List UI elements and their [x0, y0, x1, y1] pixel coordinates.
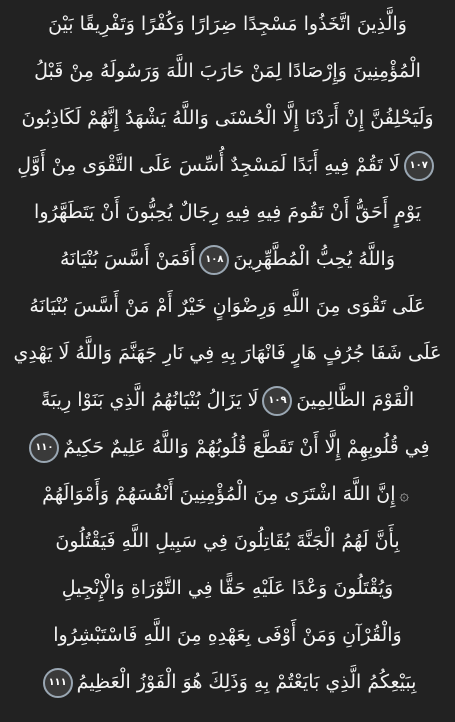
line-text-after: أَفَمَنْ أَسَّسَ بُنْيَانَهُ — [60, 248, 196, 270]
text-line — [8, 425, 447, 470]
line-text: وَلَيَحْلِفُنَّ إِنْ أَرَدْنَا إِلَّا الْحُسْنَى وَاللَّهُ يَشْهَدُ إِنَّهُمْ لَكَاذِبُونَ — [21, 107, 434, 129]
ayah-number-marker: ١٠٨ — [199, 245, 229, 275]
text-line — [8, 96, 447, 141]
line-text: يَوْمٍ أَحَقُّ أَنْ تَقُومَ فِيهِ فِيهِ رِجَالٌ يُحِبُّونَ أَنْ يَتَطَهَّرُوا — [34, 201, 421, 223]
line-text: بِأَنَّ لَهُمُ الْجَنَّةَ يُقَاتِلُونَ فِي سَبِيلِ اللَّهِ فَيَقْتُلُونَ — [55, 530, 400, 552]
text-line — [8, 49, 447, 94]
line-text: وَالَّذِينَ اتَّخَذُوا مَسْجِدًا ضِرَارًا وَكُفْرًا وَتَفْرِيقًا بَيْنَ — [48, 13, 407, 35]
line-text: فِي قُلُوبِهِمْ إِلَّا أَنْ تَقَطَّعَ قُلُوبُهُمْ وَاللَّهُ عَلِيمٌ حَكِيمٌ — [63, 436, 430, 458]
text-line — [8, 331, 447, 376]
line-text: عَلَى تَقْوَى مِنَ اللَّهِ وَرِضْوَانٍ خَيْرٌ أَمْ مَنْ أَسَّسَ بُنْيَانَهُ — [29, 295, 426, 317]
text-line — [8, 237, 447, 282]
text-line — [8, 660, 447, 705]
line-text: الْقَوْمَ الظَّالِمِينَ — [296, 389, 415, 411]
line-text: الْمُؤْمِنِينَ وَإِرْصَادًا لِمَنْ حَارَبَ اللَّهَ وَرَسُولَهُ مِنْ قَبْلُ — [34, 60, 421, 82]
line-text: وَاللَّهُ يُحِبُّ الْمُطَّهِّرِينَ — [233, 248, 395, 270]
line-text: وَالْقُرْآنِ وَمَنْ أَوْفَى بِعَهْدِهِ مِنَ اللَّهِ فَاسْتَبْشِرُوا — [53, 624, 402, 646]
line-text: عَلَى شَفَا جُرُفٍ هَارٍ فَانْهَارَ بِهِ فِي نَارِ جَهَنَّمَ وَاللَّهُ لَا يَهْدِي — [13, 342, 442, 364]
line-text: لَا تَقُمْ فِيهِ أَبَدًا لَمَسْجِدٌ أُسِّسَ عَلَى التَّقْوَى مِنْ أَوَّلِ — [17, 154, 400, 176]
text-line — [8, 472, 447, 517]
text-line — [8, 190, 447, 235]
line-text: إِنَّ اللَّهَ اشْتَرَى مِنَ الْمُؤْمِنِينَ أَنْفُسَهُمْ وَأَمْوَالَهُمْ — [42, 483, 396, 505]
ayah-number-marker: ١١٠ — [29, 433, 59, 463]
text-line — [8, 143, 447, 188]
line-text: بِبَيْعِكُمُ الَّذِي بَايَعْتُمْ بِهِ وَذَلِكَ هُوَ الْفَوْزُ الْعَظِيمُ — [76, 671, 417, 693]
line-text-after: لَا يَزَالُ بُنْيَانُهُمُ الَّذِي بَنَوْا رِيبَةً — [40, 389, 259, 411]
ayah-number-marker: ١٠٩ — [262, 386, 292, 416]
hizb-marker-icon: ۞ — [399, 485, 409, 504]
text-line — [8, 519, 447, 564]
text-line — [8, 566, 447, 611]
ayah-number-marker: ١٠٧ — [404, 151, 434, 181]
text-line — [8, 378, 447, 423]
text-line — [8, 284, 447, 329]
ayah-number-marker: ١١١ — [43, 668, 73, 698]
text-line — [8, 613, 447, 658]
text-line — [8, 2, 447, 47]
line-text: وَيُقْتَلُونَ وَعْدًا عَلَيْهِ حَقًّا فِي التَّوْرَاةِ وَالْإِنْجِيلِ — [61, 577, 394, 599]
